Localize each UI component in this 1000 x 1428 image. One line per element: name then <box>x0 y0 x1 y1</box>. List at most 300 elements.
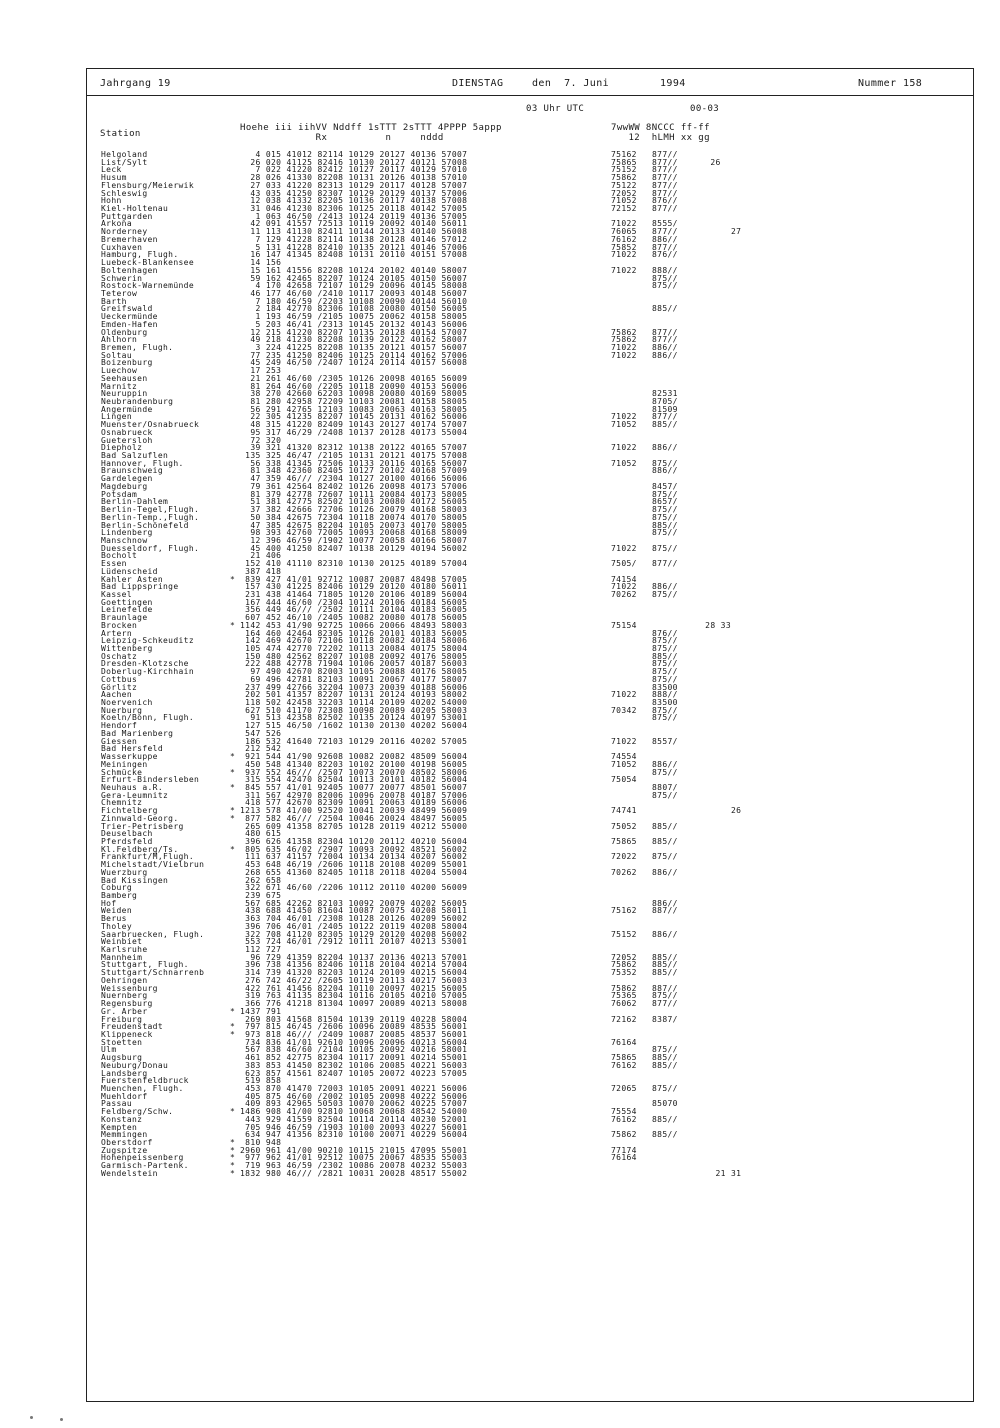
synop-code-group: 438 688 41450 81604 10087 20075 40208 58011 <box>240 906 468 916</box>
cloud-code: 875// <box>652 512 678 522</box>
cloud-code: 877// <box>652 559 678 569</box>
station-name: Hamburg, Flugh. <box>101 250 179 260</box>
station-name: Memmingen <box>101 1130 148 1140</box>
table-row <box>0 861 1000 869</box>
weather-code: 71052 <box>611 420 637 430</box>
station-name: Bocholt <box>101 551 138 561</box>
station-table <box>0 151 1000 1178</box>
synop-code-group: 4 015 41012 82114 10129 20127 40136 57007 <box>240 150 468 159</box>
synop-code-group: 366 776 41218 81304 10097 20089 40213 58008 <box>240 999 468 1009</box>
table-row <box>0 321 1000 329</box>
weather-code: 70262 <box>611 867 637 877</box>
cloud-code: 886// <box>652 898 678 908</box>
table-row <box>0 730 1000 738</box>
synop-code-group: 1437 791 <box>240 1006 282 1016</box>
station-name: Lüdenscheid <box>101 566 158 576</box>
synop-code-group: 1213 578 41/00 92520 10041 20039 48499 56009 <box>240 806 468 816</box>
table-row <box>0 1124 1000 1132</box>
mountain-marker: * <box>230 1107 236 1117</box>
cloud-code: 885// <box>652 304 678 314</box>
weather-code: 71022 <box>611 219 637 229</box>
synop-code-group: 396 626 41358 82304 10120 20112 40210 56004 <box>240 836 468 846</box>
weather-code: 74154 <box>611 574 637 584</box>
station-name: Bad Lippspringe <box>101 582 179 592</box>
synop-code-group: 265 609 41358 82705 10128 20119 40212 55000 <box>240 821 468 831</box>
synop-code-group: 42 091 41557 72513 10119 20092 40140 56011 <box>240 219 468 229</box>
station-name: Berlin-Temp.,Flugh. <box>101 512 200 522</box>
weather-code: 75365 <box>611 991 637 1001</box>
station-name: Berus <box>101 914 127 924</box>
table-row <box>0 267 1000 275</box>
weather-code: 76162 <box>611 1114 637 1124</box>
cloud-code: 876// <box>652 628 678 638</box>
table-row <box>0 406 1000 414</box>
cloud-code: 877// <box>652 150 678 159</box>
cloud-code: 888// <box>652 690 678 700</box>
synop-code-group: 118 502 42458 32203 10114 20109 40202 54000 <box>240 698 468 708</box>
synop-code-group: 237 499 42766 32204 10073 20039 40188 56006 <box>240 682 468 692</box>
mountain-marker: * <box>230 844 236 854</box>
table-row <box>0 900 1000 908</box>
station-name: Braunschweig <box>101 466 163 476</box>
weather-code: 71052 <box>611 759 637 769</box>
synop-code-group: 81 280 42958 72209 10103 20081 40158 58005 <box>240 397 468 406</box>
synop-code-group: 98 393 42760 72005 10093 20068 40168 58009 <box>240 528 468 538</box>
station-name: Pferdsfeld <box>101 836 153 846</box>
cloud-code: 8657/ <box>652 497 678 507</box>
table-row <box>0 1046 1000 1054</box>
synop-code-group: 97 490 42670 82003 10105 20088 40176 58005 <box>240 667 468 677</box>
table-row <box>0 606 1000 614</box>
station-name: Saarbruecken, Flugh. <box>101 929 205 939</box>
cloud-code: 83500 <box>652 682 678 692</box>
synop-code-group: 91 513 42358 82502 10135 20124 40197 53001 <box>240 713 468 723</box>
mountain-marker: * <box>230 1006 236 1016</box>
table-row <box>0 938 1000 946</box>
table-row <box>0 367 1000 375</box>
cloud-code: 875// <box>652 790 678 800</box>
table-row <box>0 1116 1000 1124</box>
synop-code-group: 96 729 41359 82204 10137 20136 40213 57001 <box>240 952 468 962</box>
cloud-code: 875// <box>652 713 678 723</box>
station-name: Cuxhaven <box>101 242 143 252</box>
cloud-code: 877// <box>652 204 678 214</box>
table-row <box>0 1031 1000 1039</box>
table-row <box>0 892 1000 900</box>
weather-code: 75865 <box>611 836 637 846</box>
synop-code-group: 319 763 41135 82304 10116 20105 40210 57005 <box>240 991 468 1001</box>
synop-code-group: 12 038 41332 82205 10136 20117 40138 57008 <box>240 196 468 206</box>
volume-label: Jahrgang 19 <box>100 78 171 89</box>
synop-code-group: 12 396 46/59 /1902 10077 20058 40166 58007 <box>240 535 468 545</box>
station-name: Tholey <box>101 921 132 931</box>
synop-code-group: 322 671 46/60 /2206 10112 20110 40200 56009 <box>240 883 468 893</box>
station-name: Artern <box>101 628 132 638</box>
station-name: Freudenstadt <box>101 1022 163 1032</box>
synop-code-group: 810 948 <box>240 1138 282 1147</box>
station-name: Osnabrueck <box>101 427 153 437</box>
synop-code-group: 396 738 41356 82406 10118 20104 40214 57004 <box>240 960 468 970</box>
table-row <box>0 761 1000 769</box>
synop-code-group: 202 501 41357 82207 10131 20124 40193 58002 <box>240 690 468 700</box>
synop-code-group: 212 542 <box>240 744 282 754</box>
synop-code-group: 239 675 <box>240 891 282 900</box>
weather-code: 75554 <box>611 1107 637 1117</box>
synop-code-group: 152 410 41110 82310 10130 20125 40189 57004 <box>240 559 468 569</box>
synop-code-group: 5 131 41228 82410 10135 20121 40146 57006 <box>240 242 468 252</box>
cloud-code: 885// <box>652 1053 678 1063</box>
mountain-marker: * <box>230 806 236 816</box>
synop-code-group: 314 739 41320 82203 10124 20109 40215 56004 <box>240 968 468 978</box>
scan-mark <box>30 1416 33 1419</box>
code-columns-subheader: Rx n nddd <box>240 133 444 143</box>
cloud-code: 887// <box>652 983 678 993</box>
cloud-code: 8705/ <box>652 397 678 406</box>
station-name: Marnitz <box>101 381 138 391</box>
weather-code: 75122 <box>611 180 637 190</box>
synop-code-group: 553 724 46/01 /2912 10111 20107 40213 53001 <box>240 937 468 947</box>
synop-code-group: 38 270 42660 62203 10098 20080 40169 58005 <box>240 389 468 399</box>
station-name: Trier-Petrisberg <box>101 821 184 831</box>
table-row <box>0 475 1000 483</box>
weather-code: 75162 <box>611 906 637 916</box>
synop-code-group: 81 348 42360 82405 10127 20102 40168 57009 <box>240 466 468 476</box>
synop-code-group: 7 180 46/59 /2203 10108 20090 40144 56010 <box>240 296 468 306</box>
station-name: Ulm <box>101 1045 117 1055</box>
weather-code: 72052 <box>611 952 637 962</box>
cloud-code: 888// <box>652 265 678 275</box>
mountain-marker: * <box>230 782 236 792</box>
synop-code-group: 79 361 42564 82402 10126 20098 40173 57006 <box>240 481 468 491</box>
synop-code-group: 31 046 41230 82306 10125 20118 40142 57005 <box>240 204 468 214</box>
station-name: Leipzig-Schkeuditz <box>101 636 194 646</box>
cloud-code: 877// <box>652 242 678 252</box>
wind-gust: 21 31 <box>700 1168 742 1178</box>
station-name: Manschnow <box>101 535 148 545</box>
cloud-code: 877// <box>652 327 678 337</box>
station-name: Bremerhaven <box>101 234 158 244</box>
station-name: Schleswig <box>101 188 148 198</box>
cloud-code: 877// <box>652 999 678 1009</box>
station-name: Regensburg <box>101 999 153 1009</box>
synop-code-group: 315 554 42470 82504 10113 20101 40182 56004 <box>240 775 468 785</box>
table-row <box>0 1093 1000 1101</box>
cloud-code: 885// <box>652 968 678 978</box>
synop-code-group: 805 635 46/02 /2907 10093 20092 48521 56002 <box>240 844 468 854</box>
synop-code-group: 77 235 41250 82406 10125 20114 40162 57006 <box>240 350 468 360</box>
weather-code: 70262 <box>611 589 637 599</box>
table-row <box>0 583 1000 591</box>
station-name: Soltau <box>101 350 132 360</box>
synop-code-group: 47 359 46/// /2304 10127 20100 40166 56006 <box>240 474 468 484</box>
wind-gust: 28 33 <box>700 620 731 630</box>
station-name: Aachen <box>101 690 132 700</box>
table-row <box>0 190 1000 198</box>
synop-code-group: 845 557 41/01 92405 10077 20077 48501 56007 <box>240 782 468 792</box>
station-name: Oehringen <box>101 975 148 985</box>
table-row <box>0 166 1000 174</box>
station-name: Leck <box>101 165 122 175</box>
synop-code-group: 567 838 46/60 /2104 10105 20092 40216 58001 <box>240 1045 468 1055</box>
cloud-code: 885// <box>652 1130 678 1140</box>
station-name: Passau <box>101 1099 132 1109</box>
weather-code: 71052 <box>611 196 637 206</box>
synop-code-group: 222 488 42778 71904 10106 20057 40187 56003 <box>240 659 468 669</box>
station-name: Kl.Feldberg/Ts. <box>101 844 179 854</box>
synop-code-group: 383 853 41450 82302 10106 20085 40221 56003 <box>240 1060 468 1070</box>
mountain-marker: * <box>230 1138 236 1147</box>
cloud-code: 875// <box>652 458 678 468</box>
cloud-code: 886// <box>652 342 678 352</box>
cloud-code: 886// <box>652 759 678 769</box>
cloud-code: 875// <box>652 852 678 862</box>
station-name: Doberlug-Kirchhain <box>101 667 194 677</box>
table-row <box>0 182 1000 190</box>
synop-code-group: 1832 980 46/// /2821 10031 20028 48517 55002 <box>240 1168 468 1178</box>
cloud-code: 877// <box>652 335 678 345</box>
cloud-code: 877// <box>652 227 678 237</box>
table-row <box>0 375 1000 383</box>
station-name: Luebeck-Blankensee <box>101 258 194 268</box>
synop-code-group: 705 946 46/59 /1903 10100 20093 40227 56001 <box>240 1122 468 1132</box>
station-name: Stuttgart, Flugh. <box>101 960 189 970</box>
synop-code-group: 2960 961 41/00 90210 10115 21015 47095 55001 <box>240 1145 468 1155</box>
cloud-code: 875// <box>652 589 678 599</box>
year-label: 1994 <box>660 78 686 89</box>
cloud-code: 8557/ <box>652 736 678 746</box>
synop-code-group: 47 385 42675 82204 10105 20073 40170 58005 <box>240 520 468 530</box>
synop-code-group: 422 761 41456 82204 10110 20097 40215 56005 <box>240 983 468 993</box>
cloud-code: 8457/ <box>652 481 678 491</box>
synop-code-group: 135 325 46/47 /2105 10131 20121 40175 57008 <box>240 451 468 461</box>
station-name: Hohenpeissenberg <box>101 1153 184 1163</box>
station-name: Braunlage <box>101 613 148 623</box>
station-name: Bad Kissingen <box>101 875 169 885</box>
synop-code-group: 1486 908 41/00 92810 10068 20068 48542 54000 <box>240 1107 468 1117</box>
table-row <box>0 344 1000 352</box>
station-name: Hohn <box>101 196 122 206</box>
weather-code: 74741 <box>611 806 637 816</box>
synop-code-group: 81 264 46/60 /2205 10118 20090 40153 56006 <box>240 381 468 391</box>
synop-code-group: 450 548 41340 82203 10102 20100 40198 56005 <box>240 759 468 769</box>
station-name: Landsberg <box>101 1068 148 1078</box>
synop-code-group: 112 727 <box>240 945 282 955</box>
station-name: Görlitz <box>101 682 138 692</box>
station-column-header: Station <box>100 129 141 139</box>
station-name: Boizenburg <box>101 358 153 368</box>
mountain-marker: * <box>230 767 236 777</box>
weather-code: 75862 <box>611 327 637 337</box>
table-row <box>0 907 1000 915</box>
table-row <box>0 645 1000 653</box>
table-row <box>0 714 1000 722</box>
table-row <box>0 1170 1000 1178</box>
station-name: Giessen <box>101 736 138 746</box>
synop-code-group: 59 162 42465 82207 10124 20105 40150 56007 <box>240 273 468 283</box>
table-row <box>0 236 1000 244</box>
cloud-code: 885// <box>652 520 678 530</box>
synop-code-group: 276 742 46/22 /2605 10119 20113 40217 56003 <box>240 975 468 985</box>
synop-code-group: 409 893 42965 50503 10070 20062 40225 57007 <box>240 1099 468 1109</box>
synop-code-group: 5 203 46/41 /2313 10145 20132 40143 56006 <box>240 319 468 329</box>
table-row <box>0 884 1000 892</box>
weather-code: 72052 <box>611 188 637 198</box>
table-row <box>0 290 1000 298</box>
station-name: Feldberg/Schw. <box>101 1107 174 1117</box>
station-name: Coburg <box>101 883 132 893</box>
station-name: Meiningen <box>101 759 148 769</box>
station-name: Bamberg <box>101 891 138 900</box>
synop-code-group: 56 338 41345 72506 10133 20116 40165 56007 <box>240 458 468 468</box>
cloud-code: 875// <box>652 281 678 291</box>
station-name: Greifswald <box>101 304 153 314</box>
cloud-code: 875// <box>652 644 678 653</box>
table-row <box>0 213 1000 221</box>
synop-code-group: 519 858 <box>240 1076 282 1086</box>
weather-code: 76164 <box>611 1037 637 1047</box>
cloud-code: 85070 <box>652 1099 678 1109</box>
cloud-code: 877// <box>652 157 678 167</box>
weather-code: 75162 <box>611 150 637 159</box>
synop-code-group: 4 170 42658 72107 10129 20096 40145 58008 <box>240 281 468 291</box>
weather-code: 76164 <box>611 1153 637 1163</box>
table-row <box>0 437 1000 445</box>
table-row <box>0 753 1000 761</box>
table-row <box>0 684 1000 692</box>
weather-code: 72152 <box>611 204 637 214</box>
synop-code-group: 547 526 <box>240 728 282 738</box>
station-name: Weiden <box>101 906 132 916</box>
synop-code-group: 22 305 41235 82207 10145 20131 40162 56006 <box>240 412 468 422</box>
table-row <box>0 915 1000 923</box>
station-name: Rostock-Warnemünde <box>101 281 194 291</box>
weather-code: 71022 <box>611 690 637 700</box>
synop-code-group: 150 480 42562 82207 10108 20092 40176 58005 <box>240 651 468 661</box>
synop-code-group: 69 496 42781 82103 10091 20067 40177 58007 <box>240 674 468 684</box>
synop-code-group: 43 035 41250 82307 10129 20129 40137 57006 <box>240 188 468 198</box>
weather-code: 71022 <box>611 350 637 360</box>
weather-code: 75862 <box>611 960 637 970</box>
weather-code: 71022 <box>611 265 637 275</box>
synop-code-group: 719 963 46/59 /2302 10086 20078 40232 55003 <box>240 1161 468 1171</box>
weather-code: 72022 <box>611 852 637 862</box>
weather-code: 71022 <box>611 412 637 422</box>
cloud-code: 885// <box>652 1060 678 1070</box>
station-name: Kassel <box>101 589 132 599</box>
station-name: Stuttgart/Schnarrenb <box>101 968 205 978</box>
station-name: Kiel-Holtenau <box>101 204 169 214</box>
station-name: Oberstdorf <box>101 1138 153 1147</box>
synop-code-group: 627 510 41170 72308 10098 20089 40205 58003 <box>240 705 468 715</box>
scan-mark <box>60 1418 63 1421</box>
table-row <box>0 383 1000 391</box>
weather-code: 76062 <box>611 999 637 1009</box>
table-row <box>0 1062 1000 1070</box>
station-name: Potsdam <box>101 489 138 499</box>
mountain-marker: * <box>230 1161 236 1171</box>
cloud-code: 886// <box>652 582 678 592</box>
synop-code-group: 231 438 41464 71805 10120 20106 40189 56004 <box>240 589 468 599</box>
cloud-code: 877// <box>652 412 678 422</box>
observation-time: 03 Uhr UTC <box>526 104 585 114</box>
synop-code-group: 269 803 41568 81504 10139 20119 40228 58004 <box>240 1014 468 1024</box>
weather-code: 75054 <box>611 775 637 785</box>
synop-code-group: 363 704 46/01 /2308 10128 20126 40209 56002 <box>240 914 468 924</box>
station-name: Lindenberg <box>101 528 153 538</box>
code-columns-header: Hoehe iii iihVV Nddff 1sTTT 2sTTT 4PPPP 5appp <box>240 123 502 133</box>
cloud-code: 885// <box>652 836 678 846</box>
mountain-marker: * <box>230 1029 236 1039</box>
wind-gust: 26 <box>700 157 721 167</box>
cloud-code: 875// <box>652 667 678 677</box>
station-name: Luechow <box>101 366 138 376</box>
synop-code-group: 1 063 46/50 /2413 10124 20119 40136 57005 <box>240 211 468 221</box>
synop-code-group: 262 658 <box>240 875 282 885</box>
cloud-code: 877// <box>652 165 678 175</box>
time-group: 00-03 <box>690 104 720 114</box>
table-row <box>0 220 1000 228</box>
synop-code-group: 14 156 <box>240 258 282 268</box>
station-name: Teterow <box>101 288 138 298</box>
cloud-code: 876// <box>652 196 678 206</box>
weather-code: 75154 <box>611 620 637 630</box>
station-name: Mannheim <box>101 952 143 962</box>
station-name: Essen <box>101 559 127 569</box>
station-name: Weissenburg <box>101 983 158 993</box>
station-name: Boltenhagen <box>101 265 158 275</box>
synop-code-group: 268 655 41360 82405 10118 20118 40204 55004 <box>240 867 468 877</box>
weather-code: 76162 <box>611 1060 637 1070</box>
cloud-code: 877// <box>652 173 678 183</box>
synop-code-group: 3 224 41225 82208 10135 20121 40157 56007 <box>240 342 468 352</box>
table-row <box>0 792 1000 800</box>
station-name: Schwerin <box>101 273 143 283</box>
synop-code-group: 111 637 41157 72004 10134 20134 40207 56002 <box>240 852 468 862</box>
cloud-code: 877// <box>652 188 678 198</box>
synop-code-group: 453 648 46/19 /2606 10118 20108 40209 55001 <box>240 860 468 870</box>
station-name: Neuburg/Donau <box>101 1060 169 1070</box>
synop-code-group: 418 577 42670 82309 10091 20063 40189 56006 <box>240 798 468 808</box>
weather-code: 71022 <box>611 250 637 260</box>
synop-code-group: 142 469 42670 72106 10118 20082 40184 58006 <box>240 636 468 646</box>
issue-number: Nummer 158 <box>858 78 923 89</box>
cloud-code: 886// <box>652 234 678 244</box>
table-row <box>0 969 1000 977</box>
table-row <box>0 529 1000 537</box>
cloud-code: 875// <box>652 273 678 283</box>
station-name: Angermünde <box>101 404 153 414</box>
synop-code-group: 2 184 42770 82306 10108 20080 40150 56005 <box>240 304 468 314</box>
cloud-code: 81509 <box>652 404 678 414</box>
cloud-code: 875// <box>652 674 678 684</box>
station-name: Bad Hersfeld <box>101 744 163 754</box>
synop-code-group: 634 947 41356 82310 10100 20071 40229 56004 <box>240 1130 468 1140</box>
weather-code: 75352 <box>611 968 637 978</box>
weather-code: 74554 <box>611 752 637 762</box>
station-name: Fichtelberg <box>101 806 158 816</box>
synop-code-group: 322 708 41120 82305 10129 20120 40208 56002 <box>240 929 468 939</box>
synop-code-group: 21 261 46/60 /2305 10126 20098 40165 56009 <box>240 373 468 383</box>
synop-code-group: 356 449 46/// /2502 10111 20104 40183 56005 <box>240 605 468 615</box>
weather-code: 75865 <box>611 157 637 167</box>
station-name: Helgoland <box>101 150 148 159</box>
weather-columns-subheader: 12 hLMH xx gg <box>611 133 710 143</box>
synop-code-group: 157 430 41225 82406 10129 20120 40180 56011 <box>240 582 468 592</box>
mountain-marker: * <box>230 1022 236 1032</box>
station-name: Muenster/Osnabrueck <box>101 420 200 430</box>
synop-code-group: 973 818 46/// /2409 10087 20085 48537 56001 <box>240 1029 468 1039</box>
station-name: Zinnwald-Georg. <box>101 813 179 823</box>
